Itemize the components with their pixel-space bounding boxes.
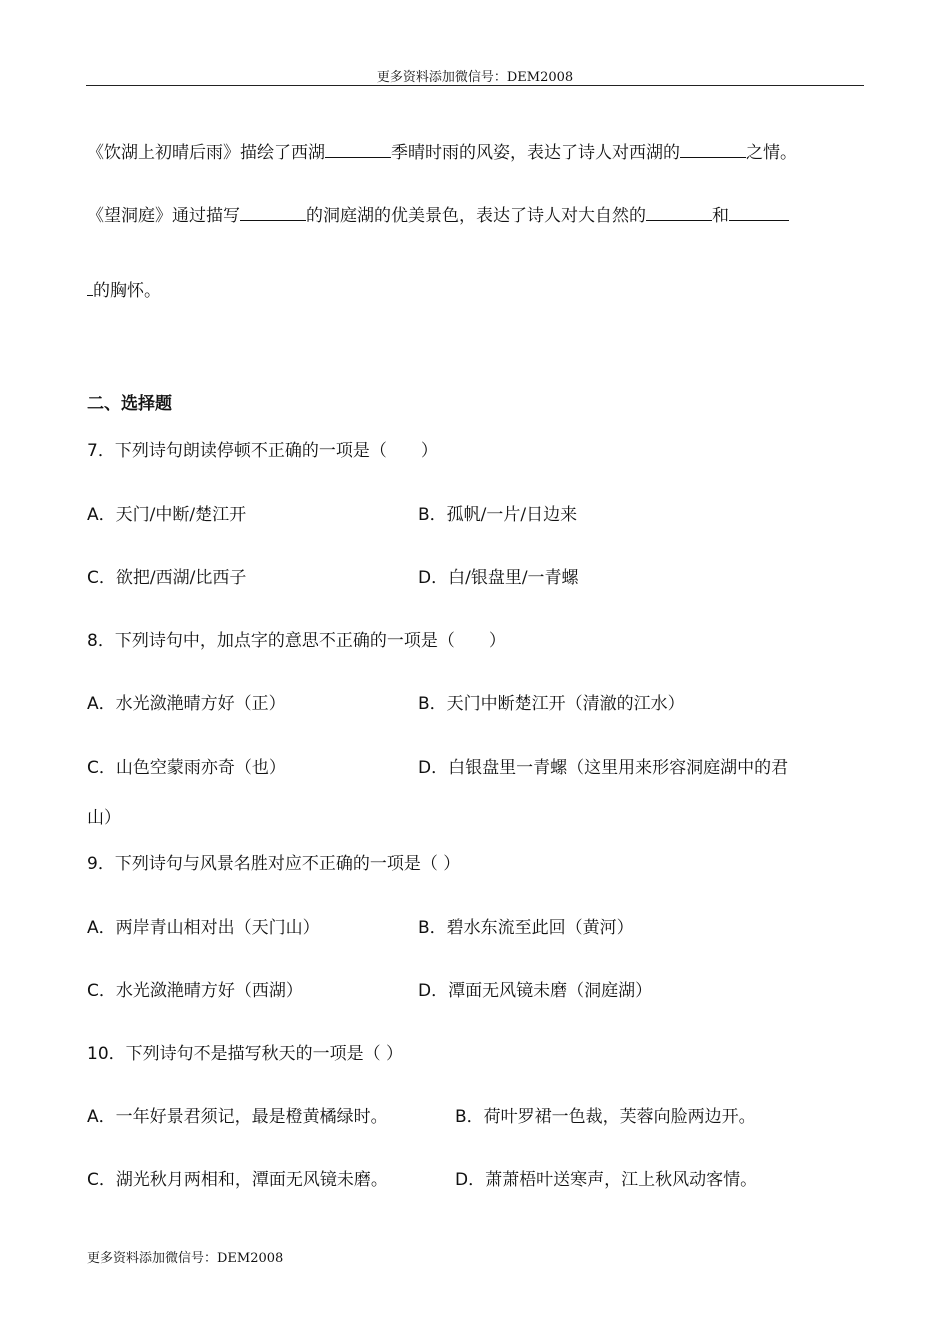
fill-line-1-text-c: 之情。 — [746, 143, 797, 163]
fill-line-2 — [87, 201, 789, 226]
fill-line-1 — [87, 138, 797, 163]
fill-line-1-text-b: 季晴时雨的风姿，表达了诗人对西湖的 — [391, 143, 680, 163]
fill-line-3 — [87, 276, 161, 301]
option-text: 潭面无风镜未磨（洞庭湖） — [448, 981, 653, 1001]
option-text: 水光潋滟晴方好（西湖） — [115, 981, 303, 1001]
option-text: 荷叶罗裙一色裁，芙蓉向脸两边开。 — [483, 1107, 756, 1127]
q9-option-b[interactable] — [418, 913, 634, 938]
question-number: 8． — [87, 631, 115, 651]
answer-blank — [729, 202, 789, 221]
option-label: A． — [87, 694, 116, 714]
question-stem: 下列诗句中，加点字的意思不正确的一项是（ ） — [114, 631, 506, 651]
option-text: 天门/中断/楚江开 — [115, 505, 247, 525]
fill-line-2-text-a: 《望洞庭》通过描写 — [87, 206, 240, 226]
question-8 — [87, 626, 506, 651]
q8-option-d[interactable] — [418, 753, 788, 778]
header-divider — [86, 85, 864, 86]
option-text: 两岸青山相对出（天门山） — [115, 918, 320, 938]
question-number: 10． — [87, 1044, 126, 1064]
option-text: 欲把/西湖/比西子 — [115, 568, 247, 588]
option-label: C． — [87, 1170, 116, 1190]
q7-option-d[interactable] — [418, 563, 579, 588]
fill-line-2-text-b: 的洞庭湖的优美景色，表达了诗人对大自然的 — [306, 206, 646, 226]
option-text: 一年好景君须记，最是橙黄橘绿时。 — [115, 1107, 388, 1127]
option-label: B． — [455, 1107, 484, 1127]
page-footer: 更多资料添加微信号：DEM2008 — [87, 1251, 284, 1266]
q7-option-c[interactable] — [87, 563, 246, 588]
option-label: C． — [87, 758, 116, 778]
option-text: 孤帆/一片/日边来 — [446, 505, 578, 525]
q7-option-b[interactable] — [418, 500, 577, 525]
option-text: 湖光秋月两相和，潭面无风镜未磨。 — [115, 1170, 388, 1190]
option-text: 萧萧梧叶送寒声，江上秋风动客情。 — [485, 1170, 758, 1190]
question-number: 7． — [87, 441, 115, 461]
answer-blank — [325, 139, 391, 158]
q8-option-b[interactable] — [418, 689, 685, 714]
question-stem: 下列诗句朗读停顿不正确的一项是（ ） — [114, 441, 438, 461]
option-label: D． — [418, 981, 449, 1001]
option-text: 白银盘里一青螺（这里用来形容洞庭湖中的君 — [448, 758, 789, 778]
question-number: 9． — [87, 854, 115, 874]
option-label: A． — [87, 505, 116, 525]
q10-option-c[interactable] — [87, 1165, 388, 1190]
option-text: 水光潋滟晴方好（正） — [115, 694, 286, 714]
option-label: B． — [418, 918, 447, 938]
q9-option-d[interactable] — [418, 976, 652, 1001]
q9-option-a[interactable] — [87, 913, 320, 938]
question-7 — [87, 436, 438, 461]
q10-option-d[interactable] — [455, 1165, 757, 1190]
fill-line-3-text: 的胸怀。 — [93, 281, 161, 301]
answer-blank — [680, 139, 746, 158]
option-label: D． — [455, 1170, 486, 1190]
q7-option-a[interactable] — [87, 500, 246, 525]
option-text: 天门中断楚江开（清澈的江水） — [446, 694, 685, 714]
question-stem: 下列诗句不是描写秋天的一项是（ ） — [125, 1044, 404, 1064]
answer-blank — [646, 202, 712, 221]
option-label: D． — [418, 758, 449, 778]
section-title: 二、选择题 — [87, 394, 172, 414]
option-text: 白/银盘里/一青螺 — [448, 568, 579, 588]
answer-blank — [240, 202, 306, 221]
q10-option-b[interactable] — [455, 1102, 756, 1127]
option-label: D． — [418, 568, 449, 588]
fill-line-1-text-a: 《饮湖上初晴后雨》描绘了西湖 — [87, 143, 325, 163]
option-label: B． — [418, 694, 447, 714]
option-label: C． — [87, 568, 116, 588]
q8-option-d-continuation: 山） — [87, 808, 121, 828]
option-label: A． — [87, 918, 116, 938]
question-10 — [87, 1039, 403, 1064]
q9-option-c[interactable] — [87, 976, 303, 1001]
option-label: B． — [418, 505, 447, 525]
q8-option-c[interactable] — [87, 753, 286, 778]
fill-line-2-text-c: 和 — [712, 206, 729, 226]
option-text: 碧水东流至此回（黄河） — [446, 918, 634, 938]
question-9 — [87, 849, 460, 874]
option-label: C． — [87, 981, 116, 1001]
option-text: 山色空蒙雨亦奇（也） — [115, 758, 286, 778]
option-label: A． — [87, 1107, 116, 1127]
q10-option-a[interactable] — [87, 1102, 388, 1127]
question-stem: 下列诗句与风景名胜对应不正确的一项是（ ） — [114, 854, 461, 874]
q8-option-a[interactable] — [87, 689, 286, 714]
page-header: 更多资料添加微信号：DEM2008 — [376, 70, 574, 85]
